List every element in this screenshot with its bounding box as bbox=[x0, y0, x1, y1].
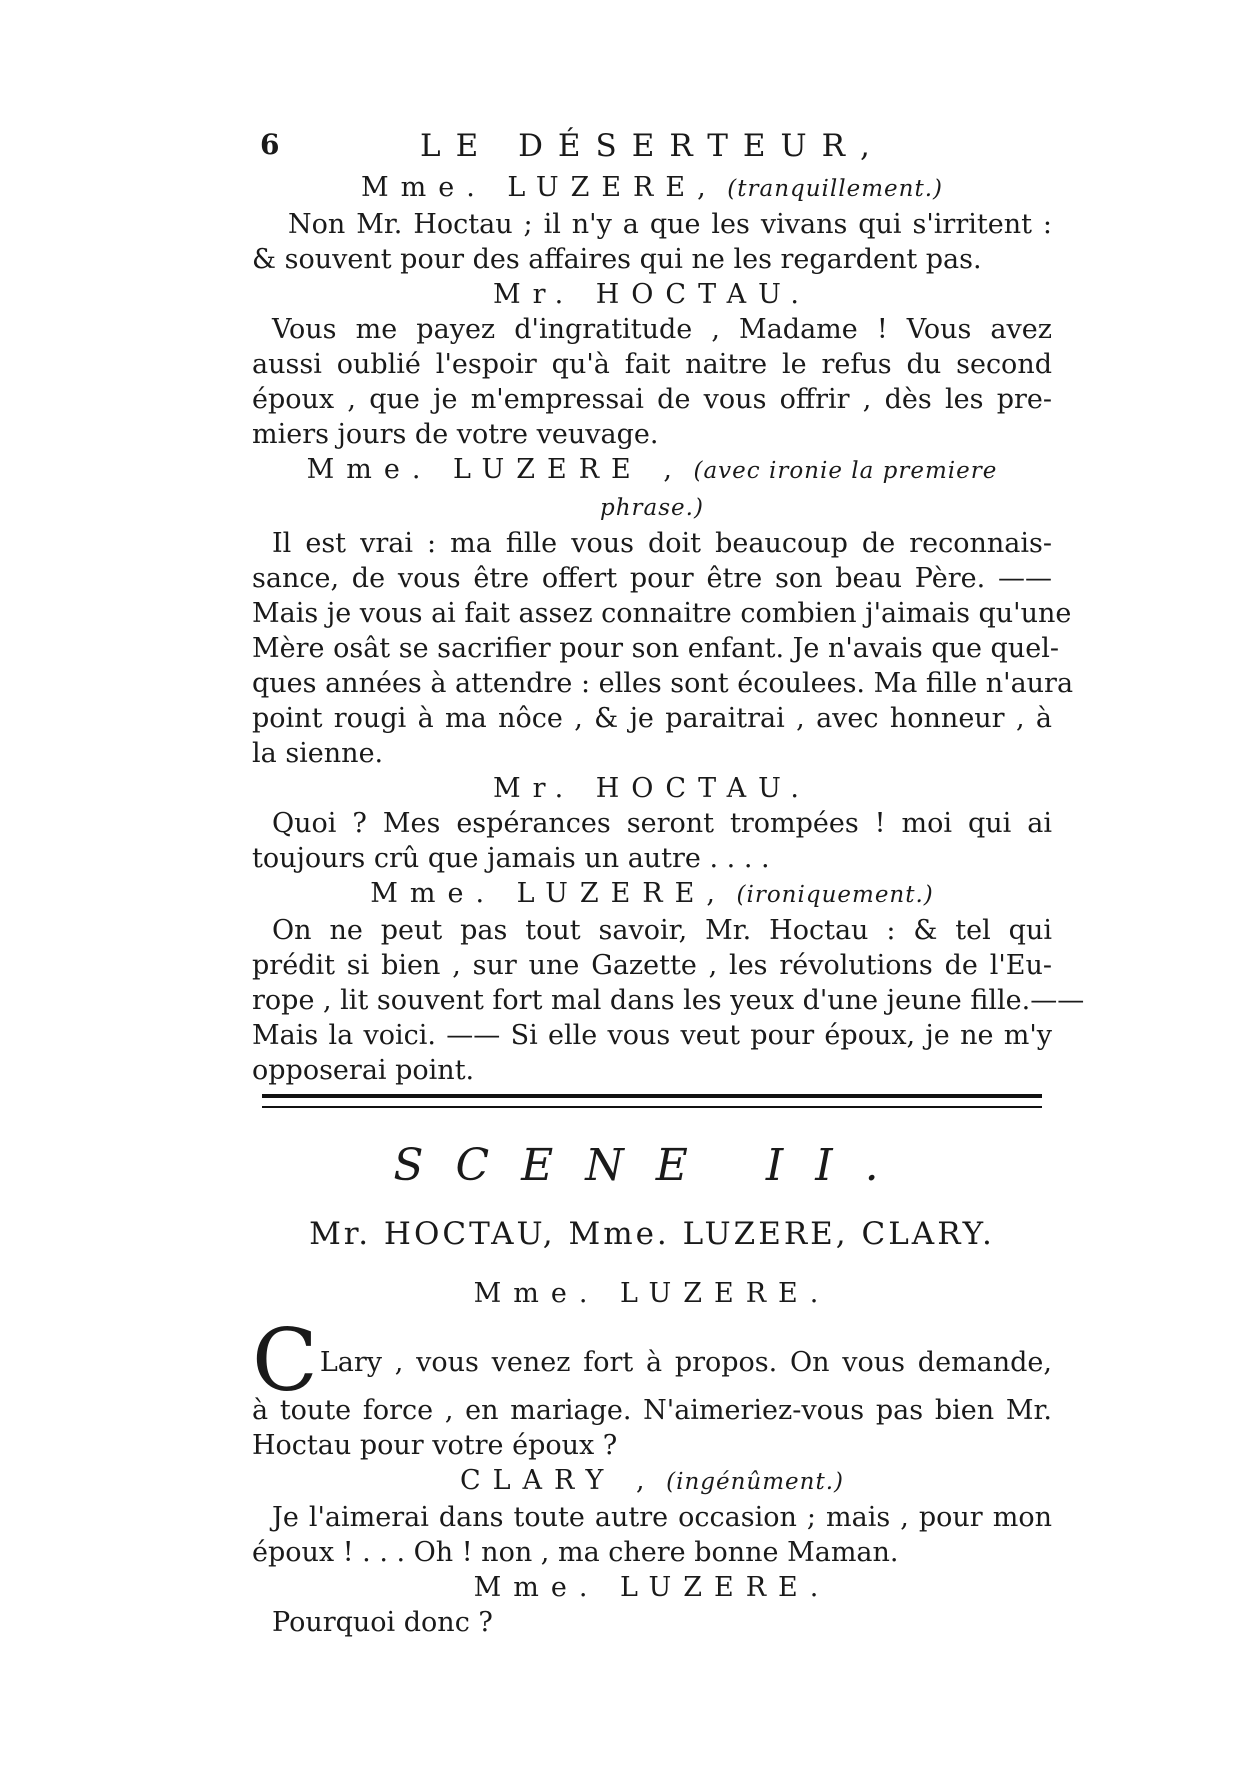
stage-direction: (tranquillement.) bbox=[727, 176, 943, 202]
speaker-name: Mme. LUZERE. bbox=[473, 1278, 831, 1309]
dialogue-block-2 bbox=[252, 1276, 1052, 1640]
speaker-heading bbox=[252, 1570, 1052, 1605]
speaker-name: Mme. LUZERE. bbox=[473, 1572, 831, 1603]
scene-characters: Mr. HOCTAU, Mme. LUZERE, CLARY. bbox=[309, 1216, 995, 1252]
text-line: & souvent pour des affaires qui ne les regardent pas. bbox=[252, 244, 982, 275]
text-line: point rougi à ma nôce , & je paraitrai , avec honneur , à bbox=[252, 703, 1052, 734]
page-number: 6 bbox=[260, 128, 280, 161]
text-line: On ne peut pas tout savoir, Mr. Hoctau : & tel qui bbox=[272, 915, 1052, 946]
text-line: toujours crû que jamais un autre . . . . bbox=[252, 843, 770, 874]
speaker-name: Mme. LUZERE, bbox=[370, 878, 727, 909]
stage-direction: (ingénûment.) bbox=[666, 1469, 845, 1495]
dialogue-block-1 bbox=[252, 170, 1085, 1088]
stage-direction: (ironiquement.) bbox=[736, 882, 934, 908]
text-line: opposerai point. bbox=[252, 1055, 475, 1086]
opening-paragraph bbox=[252, 1311, 1052, 1463]
scene-title: SCENE II. bbox=[393, 1140, 911, 1191]
text-line: Je l'aimerai dans toute autre occasion ; mais , pour mon bbox=[272, 1502, 1052, 1533]
running-header bbox=[260, 128, 1050, 168]
text-line: Non Mr. Hoctau ; il n'y a que les vivans qui s'irritent : bbox=[288, 209, 1052, 240]
text-line: époux ! . . . Oh ! non , ma chere bonne Maman. bbox=[252, 1537, 899, 1568]
speaker-heading bbox=[252, 771, 1052, 806]
text-line: ques années à attendre : elles sont écoulees. Ma fille n'aura bbox=[252, 668, 1074, 699]
speaker-name: Mr. HOCTAU. bbox=[493, 773, 811, 804]
text-line: à toute force , en mariage. N'aimeriez-vous pas bien Mr. bbox=[252, 1395, 1052, 1426]
text-line: aussi oublié l'espoir qu'à fait naitre le refus du second bbox=[252, 349, 1052, 380]
text-line: Mais je vous ai fait assez connaitre combien j'aimais qu'une bbox=[252, 598, 1072, 629]
speaker-name: CLARY , bbox=[459, 1465, 657, 1496]
speaker-heading bbox=[252, 876, 1052, 913]
speaker-heading bbox=[252, 1276, 1052, 1311]
text-line: Hoctau pour votre époux ? bbox=[252, 1430, 618, 1461]
text-line: Lary , vous venez fort à propos. On vous demande, bbox=[319, 1347, 1052, 1378]
section-divider bbox=[262, 1094, 1042, 1108]
stage-direction: (avec ironie la premiere phrase.) bbox=[600, 458, 998, 521]
text-line: Mais la voici. —— Si elle vous veut pour époux, je ne m'y bbox=[252, 1020, 1052, 1051]
speaker-heading bbox=[252, 170, 1052, 207]
speaker-name: Mr. HOCTAU. bbox=[493, 279, 811, 310]
text-line: Il est vrai : ma fille vous doit beaucoup de reconnais- bbox=[272, 528, 1052, 559]
text-line: Vous me payez d'ingratitude , Madame ! Vous avez bbox=[272, 314, 1052, 345]
text-line: Mère osât se sacrifier pour son enfant. Je n'avais que quel- bbox=[252, 633, 1059, 664]
drop-cap: C bbox=[252, 1311, 318, 1411]
speaker-name: Mme. LUZERE, bbox=[360, 172, 718, 203]
text-line: la sienne. bbox=[252, 738, 384, 769]
text-line: époux , que je m'empressai de vous offrir , dès les pre- bbox=[252, 384, 1052, 415]
text-line: Pourquoi donc ? bbox=[272, 1607, 493, 1638]
text-line: miers jours de votre veuvage. bbox=[252, 419, 659, 450]
text-line: rope , lit souvent fort mal dans les yeux d'une jeune fille.—— bbox=[252, 985, 1085, 1016]
speaker-heading bbox=[252, 1463, 1052, 1500]
text-line: prédit si bien , sur une Gazette , les révolutions de l'Eu- bbox=[252, 950, 1052, 981]
speaker-heading bbox=[252, 452, 1052, 526]
speaker-heading bbox=[252, 277, 1052, 312]
running-title: LE DÉSERTEUR, bbox=[420, 128, 885, 164]
text-line: Quoi ? Mes espérances seront trompées ! moi qui ai bbox=[272, 808, 1052, 839]
text-line: sance, de vous être offert pour être son beau Père. —— bbox=[252, 563, 1052, 594]
speaker-name: Mme. LUZERE , bbox=[306, 454, 684, 485]
